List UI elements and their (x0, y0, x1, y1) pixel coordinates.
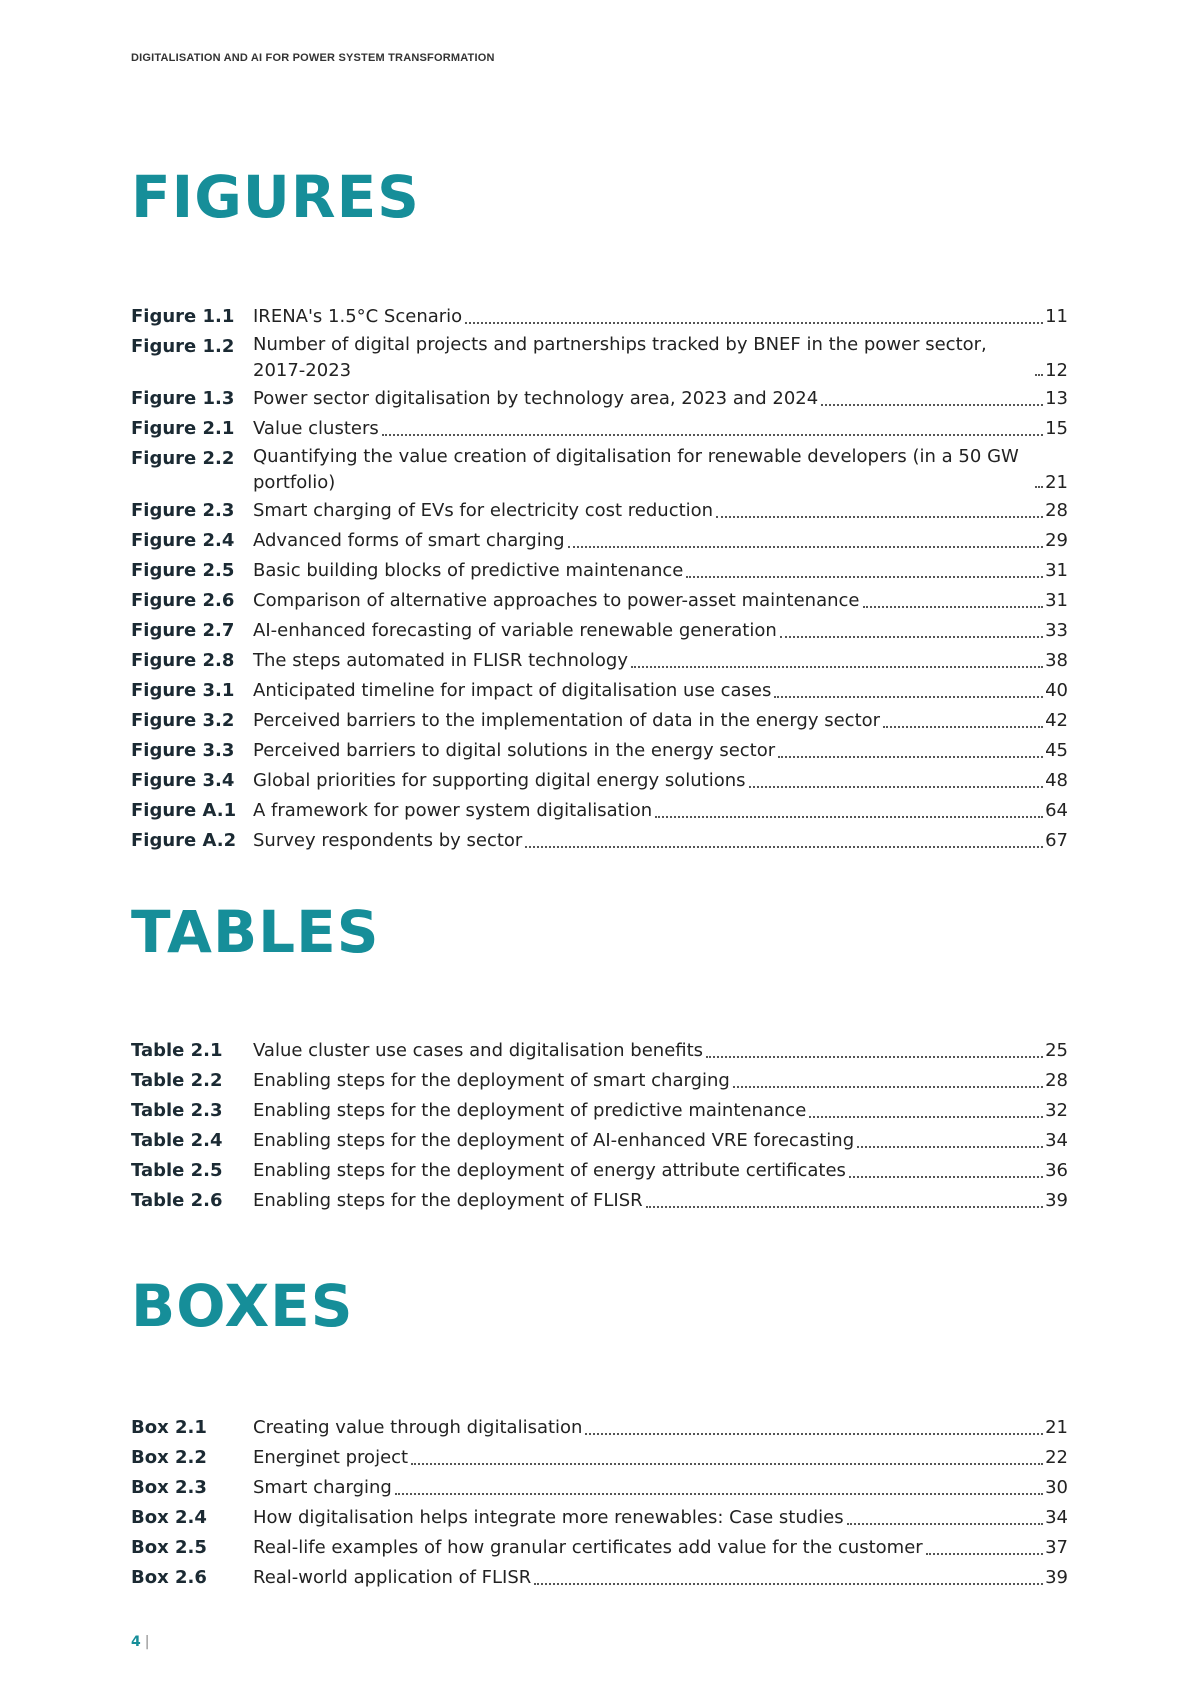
toc-entry[interactable] (131, 556, 1068, 586)
figures-list (131, 302, 1068, 856)
toc-entry-page: 15 (1045, 418, 1068, 439)
toc-entry-title: Quantifying the value creation of digitalisation for renewable developers (in a 50 GW portfolio) (253, 446, 1019, 493)
toc-entry-label: Box 2.2 (131, 1447, 207, 1468)
toc-entry-page: 34 (1045, 1130, 1068, 1151)
boxes-heading: BOXES (131, 1272, 354, 1340)
tables-list (131, 1036, 1068, 1216)
toc-entry-label: Figure 2.3 (131, 500, 235, 521)
toc-entry[interactable] (131, 414, 1068, 444)
toc-entry-label: Figure A.1 (131, 800, 237, 821)
dot-leader (821, 404, 1043, 406)
toc-entry-label: Figure 3.1 (131, 680, 235, 701)
toc-entry[interactable] (131, 1413, 1068, 1443)
toc-entry-page: 38 (1045, 650, 1068, 671)
dot-leader (646, 1206, 1043, 1208)
toc-entry-title: Perceived barriers to digital solutions in the energy sector (253, 740, 776, 761)
toc-entry-page: 39 (1045, 1190, 1068, 1211)
toc-entry-page: 36 (1045, 1160, 1068, 1181)
toc-entry-label: Table 2.5 (131, 1160, 223, 1181)
toc-entry-page: 32 (1045, 1100, 1068, 1121)
toc-entry-label: Table 2.4 (131, 1130, 223, 1151)
toc-entry-label: Box 2.1 (131, 1417, 207, 1438)
toc-entry-page: 29 (1045, 530, 1068, 551)
toc-entry[interactable] (131, 444, 1068, 496)
toc-entry-label: Figure 1.3 (131, 388, 235, 409)
dot-leader (534, 1583, 1043, 1585)
toc-entry-label: Figure A.2 (131, 830, 237, 851)
tables-heading: TABLES (131, 898, 380, 966)
toc-entry-page: 34 (1045, 1507, 1068, 1528)
toc-entry[interactable] (131, 586, 1068, 616)
toc-entry-title: A framework for power system digitalisation (253, 800, 653, 821)
toc-entry-title: Basic building blocks of predictive maintenance (253, 560, 684, 581)
toc-entry[interactable] (131, 1096, 1068, 1126)
toc-entry-label: Figure 3.4 (131, 770, 235, 791)
toc-entry-page: 31 (1045, 590, 1068, 611)
dot-leader (382, 434, 1043, 436)
toc-entry-title: Survey respondents by sector (253, 830, 523, 851)
toc-entry-title: Enabling steps for the deployment of AI-enhanced VRE forecasting (253, 1130, 855, 1151)
dot-leader (863, 606, 1044, 608)
toc-entry-page: 39 (1045, 1567, 1068, 1588)
toc-entry-title: Anticipated timeline for impact of digitalisation use cases (253, 680, 772, 701)
toc-entry[interactable] (131, 736, 1068, 766)
toc-entry[interactable] (131, 646, 1068, 676)
toc-entry-page: 28 (1045, 1070, 1068, 1091)
toc-entry[interactable] (131, 1443, 1068, 1473)
dot-leader (749, 786, 1044, 788)
toc-entry-title: Number of digital projects and partnerships tracked by BNEF in the power sector, 2017-2023 (253, 334, 987, 381)
toc-entry-title: How digitalisation helps integrate more renewables: Case studies (253, 1507, 844, 1528)
toc-entry-title: Smart charging (253, 1477, 392, 1498)
toc-entry-title: Value cluster use cases and digitalisation benefits (253, 1040, 704, 1061)
dot-leader (585, 1433, 1043, 1435)
toc-entry-title: Real-life examples of how granular certificates add value for the customer (253, 1537, 923, 1558)
toc-entry[interactable] (131, 384, 1068, 414)
toc-entry-page: 28 (1045, 500, 1068, 521)
toc-entry-page: 12 (1045, 360, 1068, 381)
dot-leader (857, 1146, 1043, 1148)
dot-leader (686, 576, 1043, 578)
toc-entry-title: Enabling steps for the deployment of predictive maintenance (253, 1100, 807, 1121)
toc-entry-label: Box 2.6 (131, 1567, 207, 1588)
dot-leader (525, 846, 1043, 848)
toc-entry-title: Real-world application of FLISR (253, 1567, 532, 1588)
toc-entry-title: Advanced forms of smart charging (253, 530, 565, 551)
toc-entry-label: Box 2.5 (131, 1537, 207, 1558)
toc-entry-title: Enabling steps for the deployment of energy attribute certificates (253, 1160, 846, 1181)
toc-entry-title: Value clusters (253, 418, 379, 439)
toc-entry-page: 11 (1045, 306, 1068, 327)
dot-leader (706, 1056, 1043, 1058)
toc-entry-label: Figure 2.6 (131, 590, 235, 611)
toc-entry[interactable] (131, 676, 1068, 706)
dot-leader (568, 546, 1044, 548)
toc-entry-page: 67 (1045, 830, 1068, 851)
toc-entry-page: 37 (1045, 1537, 1068, 1558)
toc-entry[interactable] (131, 1503, 1068, 1533)
toc-entry[interactable] (131, 616, 1068, 646)
toc-entry-label: Table 2.1 (131, 1040, 223, 1061)
toc-entry-page: 25 (1045, 1040, 1068, 1061)
toc-entry[interactable] (131, 332, 1068, 384)
toc-entry-label: Table 2.2 (131, 1070, 223, 1091)
toc-entry[interactable] (131, 1156, 1068, 1186)
running-header: DIGITALISATION AND AI FOR POWER SYSTEM TRANSFORMATION (131, 52, 495, 64)
toc-entry-label: Table 2.6 (131, 1190, 223, 1211)
dot-leader (847, 1523, 1043, 1525)
toc-entry-label: Table 2.3 (131, 1100, 223, 1121)
toc-entry-label: Figure 3.3 (131, 740, 235, 761)
toc-entry-page: 40 (1045, 680, 1068, 701)
toc-entry-title: Enabling steps for the deployment of FLISR (253, 1190, 643, 1211)
dot-leader (411, 1463, 1043, 1465)
toc-entry-page: 13 (1045, 388, 1068, 409)
toc-entry-label: Box 2.3 (131, 1477, 207, 1498)
toc-entry-title: AI-enhanced forecasting of variable renewable generation (253, 620, 777, 641)
dot-leader (655, 816, 1043, 818)
toc-entry[interactable] (131, 526, 1068, 556)
dot-leader (778, 756, 1043, 758)
page-number-value: 4 (131, 1634, 141, 1650)
toc-entry[interactable] (131, 1126, 1068, 1156)
toc-entry-label: Figure 2.2 (131, 448, 235, 469)
toc-entry-label: Figure 2.7 (131, 620, 235, 641)
toc-entry[interactable] (131, 796, 1068, 826)
dot-leader (631, 666, 1043, 668)
toc-entry[interactable] (131, 1186, 1068, 1216)
page-number (131, 1634, 149, 1650)
dot-leader (926, 1553, 1043, 1555)
toc-entry-title: Creating value through digitalisation (253, 1417, 583, 1438)
toc-entry-page: 42 (1045, 710, 1068, 731)
toc-entry[interactable] (131, 1563, 1068, 1593)
toc-entry-page: 31 (1045, 560, 1068, 581)
toc-entry-page: 21 (1045, 1417, 1068, 1438)
toc-entry[interactable] (131, 496, 1068, 526)
toc-entry-page: 22 (1045, 1447, 1068, 1468)
dot-leader (465, 322, 1043, 324)
toc-entry[interactable] (131, 1533, 1068, 1563)
toc-entry-title: Global priorities for supporting digital energy solutions (253, 770, 746, 791)
toc-entry-title: Smart charging of EVs for electricity cost reduction (253, 500, 714, 521)
toc-entry[interactable] (131, 302, 1068, 332)
toc-entry-label: Figure 2.1 (131, 418, 235, 439)
toc-entry-label: Figure 2.8 (131, 650, 235, 671)
toc-entry-page: 48 (1045, 770, 1068, 791)
toc-entry-page: 45 (1045, 740, 1068, 761)
dot-leader (733, 1086, 1043, 1088)
toc-entry-page: 33 (1045, 620, 1068, 641)
toc-entry-title: Power sector digitalisation by technology area, 2023 and 2024 (253, 388, 819, 409)
dot-leader (395, 1493, 1043, 1495)
toc-entry[interactable] (131, 826, 1068, 856)
toc-entry-title: IRENA's 1.5°C Scenario (253, 306, 463, 327)
toc-entry-label: Figure 2.4 (131, 530, 235, 551)
boxes-list (131, 1413, 1068, 1593)
toc-entry[interactable] (131, 1036, 1068, 1066)
dot-leader (809, 1116, 1043, 1118)
dot-leader (716, 516, 1043, 518)
toc-entry-page: 30 (1045, 1477, 1068, 1498)
dot-leader (774, 696, 1043, 698)
figures-heading: FIGURES (131, 163, 420, 231)
toc-entry-label: Figure 1.1 (131, 306, 235, 327)
toc-entry-title: Enabling steps for the deployment of smart charging (253, 1070, 730, 1091)
toc-entry-label: Box 2.4 (131, 1507, 207, 1528)
dot-leader (1035, 486, 1043, 488)
dot-leader (1035, 374, 1043, 376)
dot-leader (883, 726, 1043, 728)
toc-entry[interactable] (131, 766, 1068, 796)
toc-entry-label: Figure 1.2 (131, 336, 235, 357)
dot-leader (849, 1176, 1043, 1178)
toc-entry-page: 64 (1045, 800, 1068, 821)
toc-entry[interactable] (131, 1473, 1068, 1503)
toc-entry-title: Energinet project (253, 1447, 409, 1468)
toc-entry-title: Perceived barriers to the implementation of data in the energy sector (253, 710, 881, 731)
toc-entry[interactable] (131, 706, 1068, 736)
dot-leader (780, 636, 1043, 638)
toc-entry[interactable] (131, 1066, 1068, 1096)
toc-entry-title: Comparison of alternative approaches to power-asset maintenance (253, 590, 860, 611)
toc-entry-label: Figure 3.2 (131, 710, 235, 731)
toc-entry-label: Figure 2.5 (131, 560, 235, 581)
page-number-divider: | (144, 1634, 150, 1650)
toc-entry-title: The steps automated in FLISR technology (253, 650, 629, 671)
toc-entry-page: 21 (1045, 472, 1068, 493)
